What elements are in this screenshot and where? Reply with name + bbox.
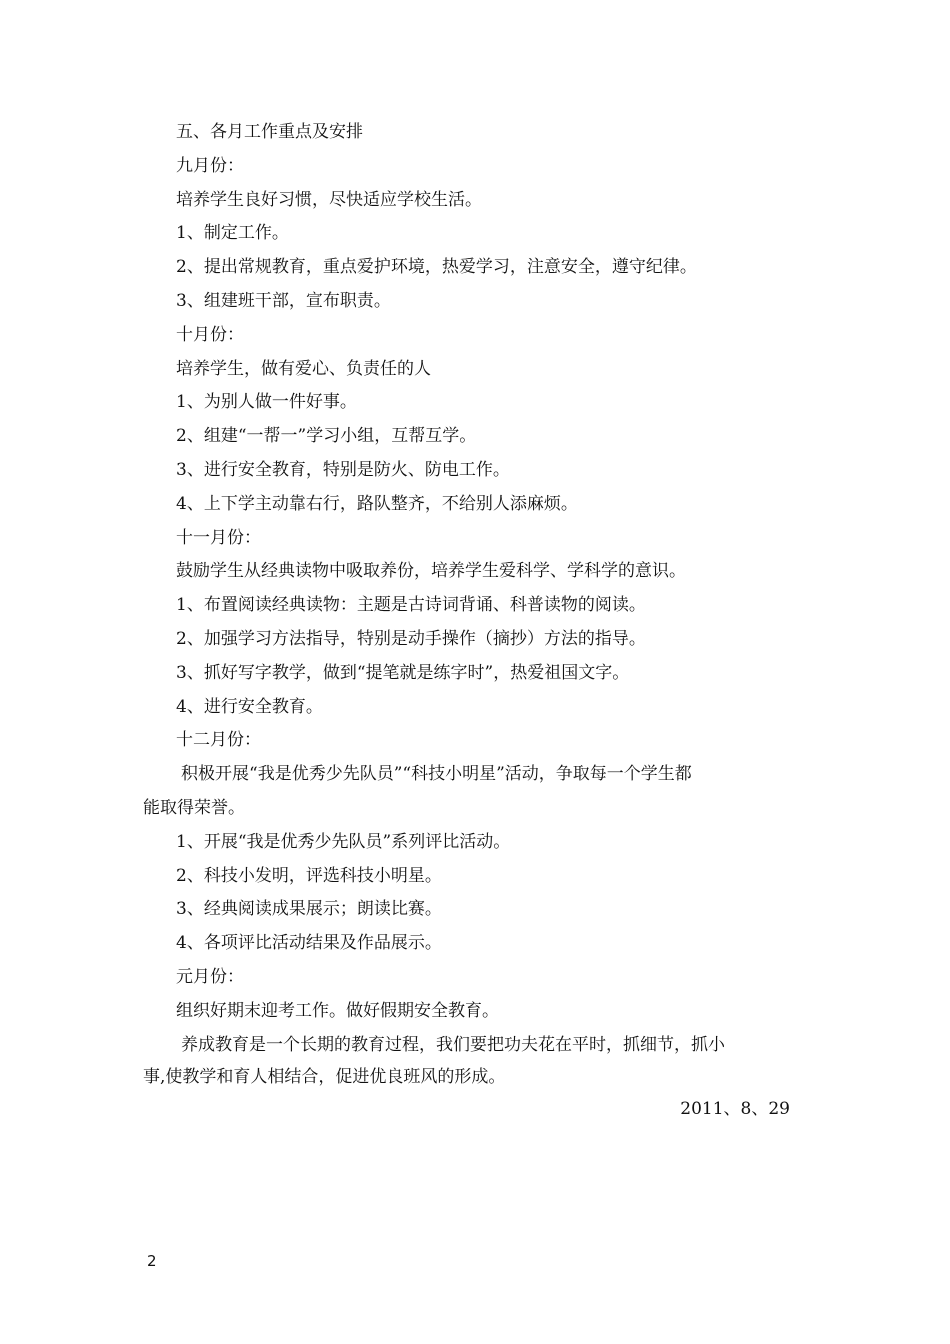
month-goal-december-line1: 积极开展“我是优秀少先队员”“科技小明星”活动，争取每一个学生都 — [181, 764, 692, 785]
list-item: 2、科技小发明，评选科技小明星。 — [176, 865, 442, 886]
list-item: 3、经典阅读成果展示；朗读比赛。 — [176, 899, 442, 920]
list-item: 3、抓好写字教学，做到“提笔就是练字时”，热爱祖国文字。 — [176, 662, 630, 683]
section-heading: 五、各月工作重点及安排 — [176, 122, 363, 142]
month-goal-october: 培养学生，做有爱心、负责任的人 — [176, 358, 431, 379]
list-item: 1、制定工作。 — [176, 223, 289, 244]
month-goal-december-line2: 能取得荣誉。 — [143, 797, 245, 818]
list-item: 2、加强学习方法指导，特别是动手操作（摘抄）方法的指导。 — [176, 628, 646, 649]
document-date: 2011、8、29 — [680, 1099, 790, 1120]
list-item: 4、各项评比活动结果及作品展示。 — [176, 933, 442, 954]
month-title-december: 十二月份： — [176, 730, 261, 751]
month-title-november: 十一月份： — [176, 527, 261, 548]
month-goal-september: 培养学生良好习惯，尽快适应学校生活。 — [176, 189, 482, 210]
list-item: 1、开展“我是优秀少先队员”系列评比活动。 — [176, 831, 511, 852]
closing-paragraph-line1: 养成教育是一个长期的教育过程，我们要把功夫花在平时，抓细节，抓小 — [181, 1034, 725, 1055]
list-item: 4、进行安全教育。 — [176, 696, 323, 717]
list-item: 1、布置阅读经典读物：主题是古诗词背诵、科普读物的阅读。 — [176, 595, 646, 616]
month-goal-november: 鼓励学生从经典读物中吸取养份，培养学生爱科学、学科学的意识。 — [176, 561, 686, 582]
page-number: 2 — [147, 1252, 157, 1270]
list-item: 1、为别人做一件好事。 — [176, 392, 357, 413]
list-item: 3、进行安全教育，特别是防火、防电工作。 — [176, 459, 510, 480]
list-item: 2、组建“一帮一”学习小组，互帮互学。 — [176, 426, 477, 447]
list-item: 3、组建班干部，宣布职责。 — [176, 290, 391, 311]
list-item: 4、上下学主动靠右行，路队整齐，不给别人添麻烦。 — [176, 493, 578, 514]
list-item: 2、提出常规教育，重点爱护环境，热爱学习，注意安全，遵守纪律。 — [176, 257, 697, 278]
document-body — [143, 116, 798, 1127]
month-title-january: 元月份： — [176, 966, 244, 987]
month-title-october: 十月份： — [176, 324, 244, 345]
month-goal-january: 组织好期末迎考工作。做好假期安全教育。 — [176, 1000, 499, 1021]
month-title-september: 九月份： — [176, 155, 244, 176]
closing-paragraph-line2: 事,使教学和育人相结合，促进优良班风的形成。 — [143, 1067, 506, 1088]
